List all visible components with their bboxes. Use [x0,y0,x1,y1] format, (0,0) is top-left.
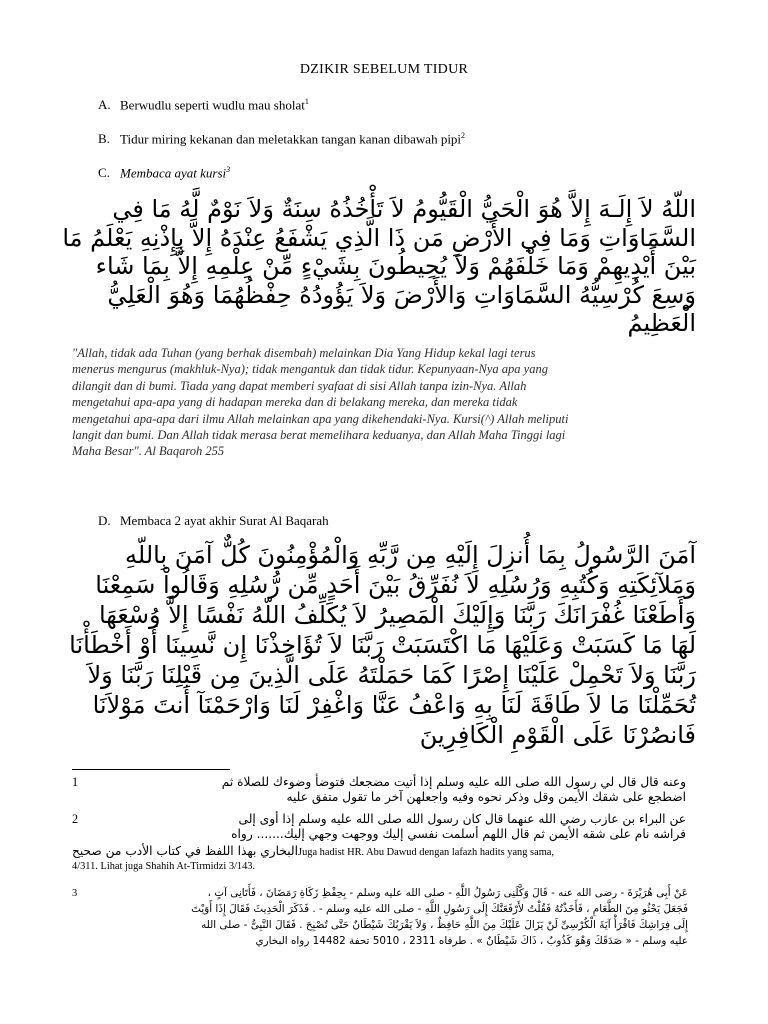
translation-line: dilangit dan di bumi. Tiada yang dapat memberi syafaat di sisi Allah tanpa izin-Nya. Allah [72,378,527,393]
translation-line: Maha Besar". Al Baqaroh 255 [72,444,225,459]
arabic-line: فَانصُرْنَا عَلَى الْقَوْمِ الْكَافِرِينَ [419,721,696,749]
list-item-d [98,513,329,529]
arabic-line: رَبَّنَا وَلاَ تَحْمِلْ عَلَيْنَا إِصْرًا كَمَا حَمَلْتَهُ عَلَى الَّذِينَ مِن قَبْلِنَا رَبَّنَا وَلاَ [87,661,696,689]
baqarah-end-text [60,540,696,750]
arabic-line: تُحَمِّلْنَا مَا لاَ طَاقَةَ لَنَا بِهِ وَاعْفُ عَنَّا وَاغْفِرْ لَنَا وَارْحَمْنَآ أَنتَ مَوْلاَنَا [92,691,696,719]
list-item-text: Berwudlu seperti wudlu mau sholat [120,97,305,113]
translation-line: "Allah, tidak ada Tuhan (yang berhak disembah) melainkan Dia Yang Hidup kekal lagi terus [72,346,536,360]
arabic-line: آمَنَ الرَّسُولُ بِمَا أُنزِلَ إِلَيْهِ مِن رَّبِّهِ وَالْمُؤْمِنُونَ كُلٌّ آمَنَ بِاللّهِ [125,541,696,569]
footnote-2-line: عن البراء بن عازب رضي الله عنهما قال كان رسول الله صلى الله عليه وسلم إذا أوى إلى [238,812,686,826]
arabic-line: السَّمَاوَاتِ وَمَا فِي الأَرْضِ مَن ذَا الَّذِي يَشْفَعُ عِنْدَهُ إِلاَّ بِإِذْنِهِ يَعْلَمُ مَا [62,223,696,252]
arabic-line: وَأَطَعْنَا غُفْرَانَكَ رَبَّنَا وَإِلَيْكَ الْمَصِيرُ لاَ يُكَلِّفُ اللّهُ نَفْسًا إِلاَّ وُسْعَهَا [98,601,696,629]
footnote-ref[interactable]: 2 [461,131,466,140]
list-marker: B. [98,131,110,147]
list-item-c [98,165,230,181]
footnote-ref[interactable]: 1 [304,97,309,106]
list-item-text: Membaca ayat kursi [120,165,227,181]
translation-line: menerus mengurus (makhluk-Nya); tidak mengantuk dan tidak tidur. Kepunyaan-Nya apa yang [72,362,548,377]
arabic-line: وَسِعَ كُرْسِيُّهُ السَّمَاوَاتِ وَالأَرْضَ وَلاَ يَؤُودُهُ حِفْظُهُمَا وَهُوَ الْعَلِيُّ [107,280,696,309]
arabic-line: بَيْنَ أَيْدِيهِمْ وَمَا خَلْفَهُمْ وَلاَ يُحِيطُونَ بِشَيْءٍ مِّنْ عِلْمِهِ إِلاَّ بِمَا شَاء [95,252,696,280]
footnote-2-latin: Juga hadist HR. Abu Dawud dengan lafazh hadits yang sama, [298,847,554,858]
arabic-line: اللّهُ لاَ إِلَـهَ إِلاَّ هُوَ الْحَيُّ الْقَيُّومُ لاَ تَأْخُذُهُ سِنَةٌ وَلاَ نَوْمٌ لَّهُ مَا فِي [112,195,696,223]
footnote-separator [72,769,230,770]
translation-line: langit dan bumi. Dan Allah tidak merasa berat memelihara keduanya, dan Allah Maha Tinggi lagi [72,428,566,443]
footnote-3-line: عليه وسلم - « صَدَقَكَ وَهْوَ كَذُوبٌ ، ذَاكَ شَيْطَانٌ » . طرفاه 2311 ، 5010 تحفة 14482 رواه البخاري [255,935,688,947]
list-marker: D. [98,513,111,528]
ayat-kursi-translation [72,345,672,460]
list-item-text: Tidur miring kekanan dan meletakkan tangan kanan dibawah pipi [120,131,462,147]
translation-line: mengetahui apa-apa dari ilmu Allah melainkan apa yang dikehendaki-Nya. Kursi(^) Allah meliputi [72,411,569,426]
arabic-line: الْعَظِيمُ [627,309,696,337]
list-item-b [98,131,465,147]
footnote-3-line: إِلَى فِرَاشِكَ فَاقْرَأْ آيَةَ الْكُرْسِىِّ لَنْ يَزَالَ عَلَيْكَ مِنَ اللَّهِ حَافِظٌ ، وَلاَ يَقْرَبُكَ شَيْطَانٌ حَتَّى تُصْبِحَ . فَقَالَ النَّبِىُّ - صلى الله [201,919,688,931]
page-title: DZIKIR SEBELUM TIDUR [299,62,469,77]
footnote-1-line: وعنه قال قال لي رسول الله صلى الله عليه وسلم إذا أتيت مضجعك فتوضأ وضوءك للصلاة ثم [221,775,686,789]
footnote-ref[interactable]: 3 [226,165,231,174]
footnote-2-arabic: البخاري بهذا اللفظ في كتاب الأدب من صحيح [72,844,299,858]
footnote-2-line: 4/311. Lihat juga Shahih At-Tirmidzi 3/143. [72,861,256,872]
footnote-3-line: عَنْ أَبِى هُرَيْرَةَ - رضى الله عنه - قَالَ وَكَّلَنِى رَسُولُ اللَّهِ - صلى الله عليه وسلم - بِحِفْظِ زَكَاةِ رَمَضَانَ ، فَأَتَانِى آتٍ ، [207,887,688,899]
footnote-number: 3 [72,888,78,899]
list-item-a [98,97,309,113]
footnote-number: 1 [72,775,79,789]
footnote-1-line: اضطجع على شقك الأيمن وقل وذكر نحوه وفيه واجعلهن آخر ما تقول متفق عليه [286,790,686,804]
footnote-3-line: فَجَعَلَ يَحْثُو مِنَ الطَّعَامِ ، فَأَخَذْتُهُ فَقُلْتُ لأَرْفَعَنَّكَ إِلَى رَسُولِ اللَّهِ - صلى الله عليه وسلم - . فَذَكَرَ الْحَدِيثَ فَقَالَ إِذَا أَوَيْتَ [191,903,688,915]
arabic-line: لَهَا مَا كَسَبَتْ وَعَلَيْهَا مَا اكْتَسَبَتْ رَبَّنَا لاَ تُؤَاخِذْنَا إِن نَّسِينَا أَوْ أَخْطَأْنَا [69,631,696,659]
footnote-number: 2 [72,812,79,826]
list-marker: C. [98,165,110,181]
footnote-2-line: فراشه نام على شقه الأيمن ثم قال اللهم أسلمت نفسي إليك ووجهت وجهي إليك....... رواه [231,827,686,841]
footnote-2-mixed-line [72,844,712,860]
list-item-text: Membaca 2 ayat akhir Surat Al Baqarah [120,513,329,528]
translation-line: mengetahui apa-apa yang di hadapan mereka dan di belakang mereka, dan mereka tidak [72,395,518,410]
list-marker: A. [98,97,111,113]
arabic-line: وَمَلآئِكَتِهِ وَكُتُبِهِ وَرُسُلِهِ لاَ نُفَرِّقُ بَيْنَ أَحَدٍ مِّن رُّسُلِهِ وَقَالُواْ سَمِعْنَا [95,571,696,599]
ayat-kursi-text [60,195,696,338]
